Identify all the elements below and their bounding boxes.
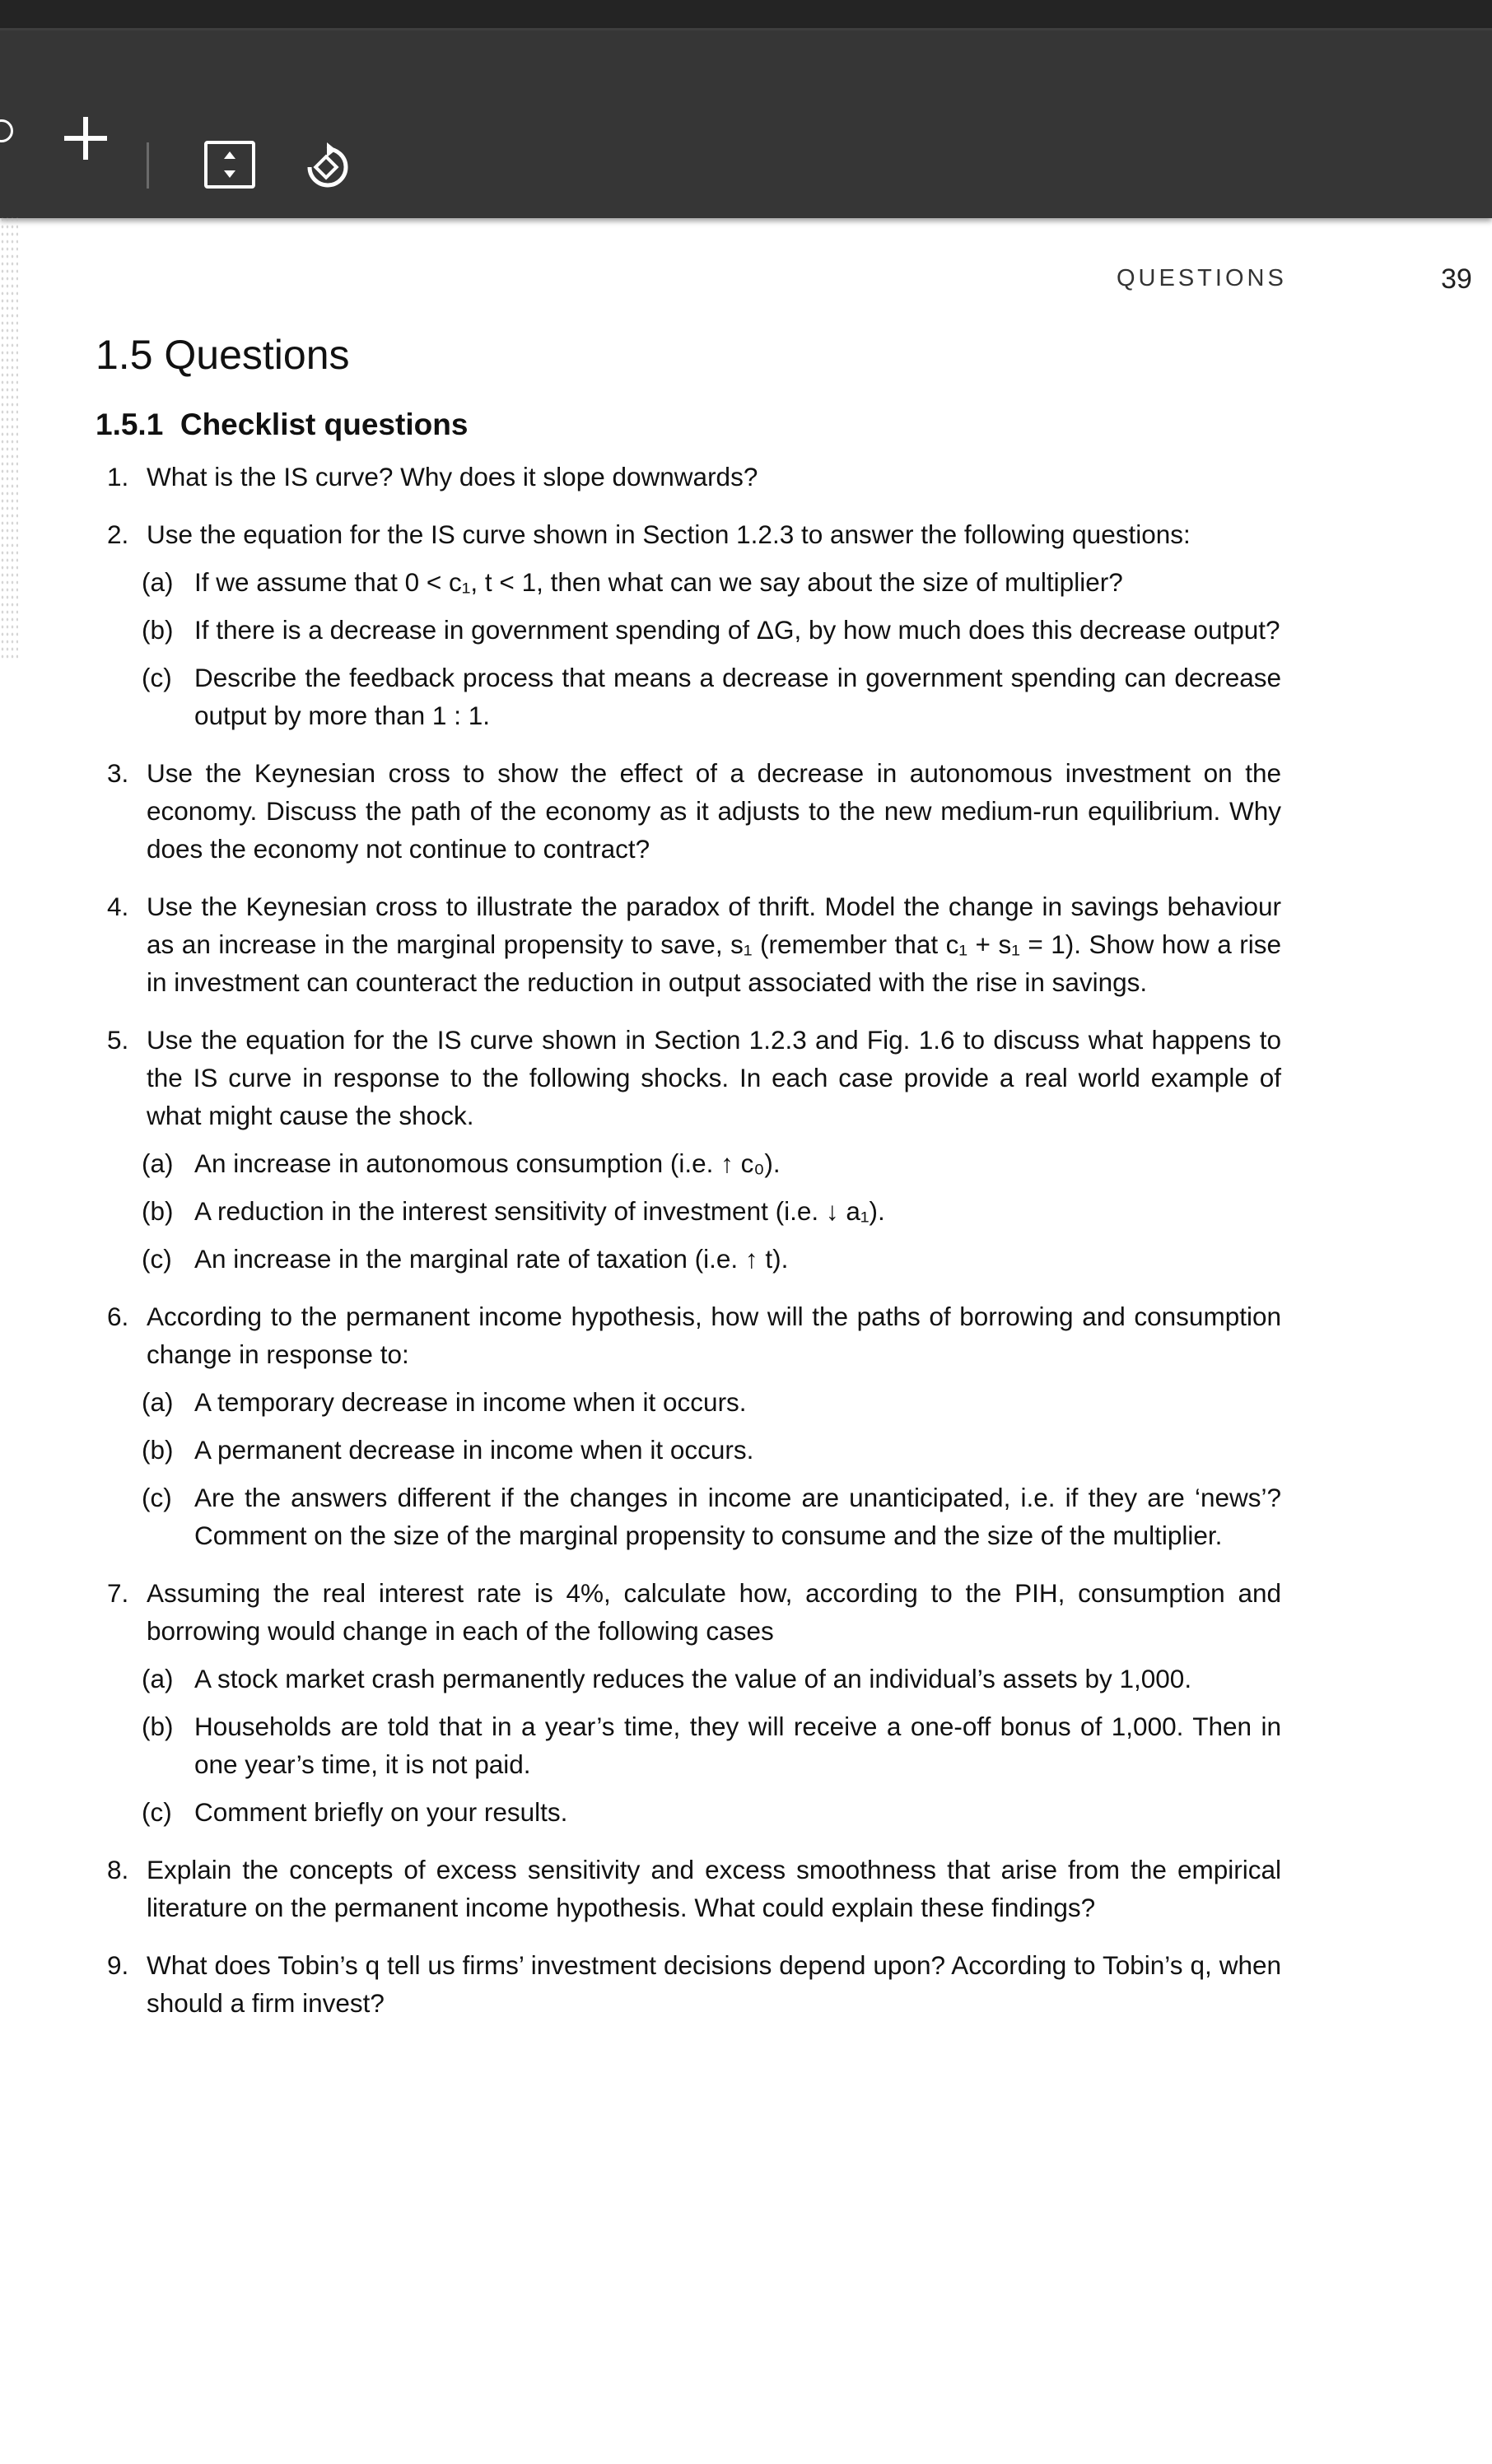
subquestion-text: Are the answers different if the changes in income are unanticipated, i.e. if they are ‘news’? Comment on the size of the marginal propensity to consume and the size of the multiplier.: [194, 1483, 1281, 1550]
toolbar-divider: [147, 142, 149, 189]
question-text: Use the equation for the IS curve shown in Section 1.2.3 and Fig. 1.6 to discuss what happens to the IS curve in response to the following shocks. In each case provide a real world example of what might cause the shock.: [147, 1025, 1281, 1130]
subquestion-label: (c): [142, 1483, 172, 1512]
subquestion-list: [96, 563, 1281, 734]
subquestion-item: [96, 1793, 1281, 1831]
question-number: 7.: [107, 1578, 129, 1608]
question-item: [96, 515, 1281, 553]
fit-page-icon[interactable]: [204, 141, 255, 189]
subquestion-text: If there is a decrease in government spending of ΔG, by how much does this decrease output?: [194, 615, 1280, 645]
subquestion-text: If we assume that 0 < c₁, t < 1, then what can we say about the size of multiplier?: [194, 567, 1123, 597]
subquestion-label: (b): [142, 1435, 174, 1465]
question-text: Use the Keynesian cross to show the effect of a decrease in autonomous investment on the economy. Discuss the path of the economy as it adjusts to the new medium-run equilibrium. Why does the economy not continue to contract?: [147, 758, 1281, 864]
subquestion-text: A stock market crash permanently reduces the value of an individual’s assets by 1,000.: [194, 1664, 1192, 1693]
partial-circle-icon[interactable]: [0, 119, 13, 142]
subquestion-item: [96, 1707, 1281, 1783]
subquestion-item: [96, 1144, 1281, 1182]
question-number: 2.: [107, 519, 129, 549]
running-head: QUESTIONS: [1117, 265, 1287, 291]
question-item: [96, 1021, 1281, 1134]
question-list: [96, 458, 1281, 2022]
subquestion-text: Households are told that in a year’s time, they will receive a one-off bonus of 1,000. Then in one year’s time, it is not paid.: [194, 1712, 1281, 1779]
questions-content: [96, 329, 1281, 2032]
subquestion-label: (c): [142, 1244, 172, 1274]
subquestion-item: [96, 1660, 1281, 1698]
subquestion-list: [96, 1383, 1281, 1554]
question-text: Use the equation for the IS curve shown in Section 1.2.3 to answer the following questions:: [147, 519, 1191, 549]
subquestion-label: (a): [142, 1664, 174, 1693]
section-title: 1.5 Questions: [96, 332, 350, 378]
plus-icon[interactable]: [64, 136, 107, 141]
subquestion-text: An increase in autonomous consumption (i.e. ↑ c₀).: [194, 1148, 781, 1178]
page-number: 39: [1441, 263, 1472, 295]
question-item: [96, 887, 1281, 1001]
subquestion-item: [96, 1431, 1281, 1469]
subquestion-label: (a): [142, 1148, 174, 1178]
viewer-toolbar: [0, 28, 1492, 218]
subquestion-label: (a): [142, 567, 174, 597]
subquestion-item: [96, 1240, 1281, 1278]
subsection-name: Checklist questions: [180, 408, 469, 441]
subquestion-label: (c): [142, 1797, 172, 1827]
subquestion-list: [96, 1144, 1281, 1278]
subquestion-item: [96, 1479, 1281, 1554]
question-number: 3.: [107, 758, 129, 788]
subquestion-label: (b): [142, 1712, 174, 1741]
question-item: [96, 1946, 1281, 2022]
question-item: [96, 754, 1281, 868]
subquestion-item: [96, 659, 1281, 734]
subquestion-label: (b): [142, 1196, 174, 1226]
question-number: 5.: [107, 1025, 129, 1055]
question-number: 9.: [107, 1950, 129, 1980]
rotate-icon[interactable]: [298, 137, 356, 195]
subquestion-label: (a): [142, 1387, 174, 1417]
subquestion-text: A permanent decrease in income when it occurs.: [194, 1435, 754, 1465]
question-item: [96, 1851, 1281, 1926]
question-text: According to the permanent income hypothesis, how will the paths of borrowing and consumption change in response to:: [147, 1302, 1281, 1369]
subquestion-text: Describe the feedback process that means a decrease in government spending can decrease output by more than 1 : 1.: [194, 663, 1281, 730]
window-top-strip: [0, 0, 1492, 28]
subquestion-text: An increase in the marginal rate of taxation (i.e. ↑ t).: [194, 1244, 789, 1274]
question-text: Use the Keynesian cross to illustrate the paradox of thrift. Model the change in savings behaviour as an increase in the marginal propensity to save, s₁ (remember that c₁ + s₁ = 1). Show how a rise in investment can counteract the reduction in output associated with the rise in savings.: [147, 892, 1281, 997]
subquestion-item: [96, 1383, 1281, 1421]
subquestion-list: [96, 1660, 1281, 1831]
question-number: 6.: [107, 1302, 129, 1331]
subquestion-text: A reduction in the interest sensitivity of investment (i.e. ↓ a₁).: [194, 1196, 885, 1226]
question-text: What is the IS curve? Why does it slope downwards?: [147, 462, 758, 491]
question-item: [96, 1574, 1281, 1650]
subquestion-item: [96, 563, 1281, 601]
question-number: 1.: [107, 462, 129, 491]
question-number: 8.: [107, 1855, 129, 1884]
subquestion-label: (b): [142, 615, 174, 645]
subquestion-label: (c): [142, 663, 172, 692]
question-item: [96, 458, 1281, 496]
subquestion-text: A temporary decrease in income when it occurs.: [194, 1387, 747, 1417]
subsection-number: 1.5.1: [96, 408, 164, 441]
question-number: 4.: [107, 892, 129, 921]
subquestion-item: [96, 1192, 1281, 1230]
question-item: [96, 1297, 1281, 1373]
question-text: Explain the concepts of excess sensitivity and excess smoothness that arise from the empirical literature on the permanent income hypothesis. What could explain these findings?: [147, 1855, 1281, 1922]
subsection-title: [96, 405, 1281, 445]
question-text: Assuming the real interest rate is 4%, calculate how, according to the PIH, consumption and borrowing would change in each of the following cases: [147, 1578, 1281, 1646]
subquestion-item: [96, 611, 1281, 649]
subquestion-text: Comment briefly on your results.: [194, 1797, 568, 1827]
question-text: What does Tobin’s q tell us firms’ investment decisions depend upon? According to Tobin’s q, when should a firm invest?: [147, 1950, 1281, 2018]
